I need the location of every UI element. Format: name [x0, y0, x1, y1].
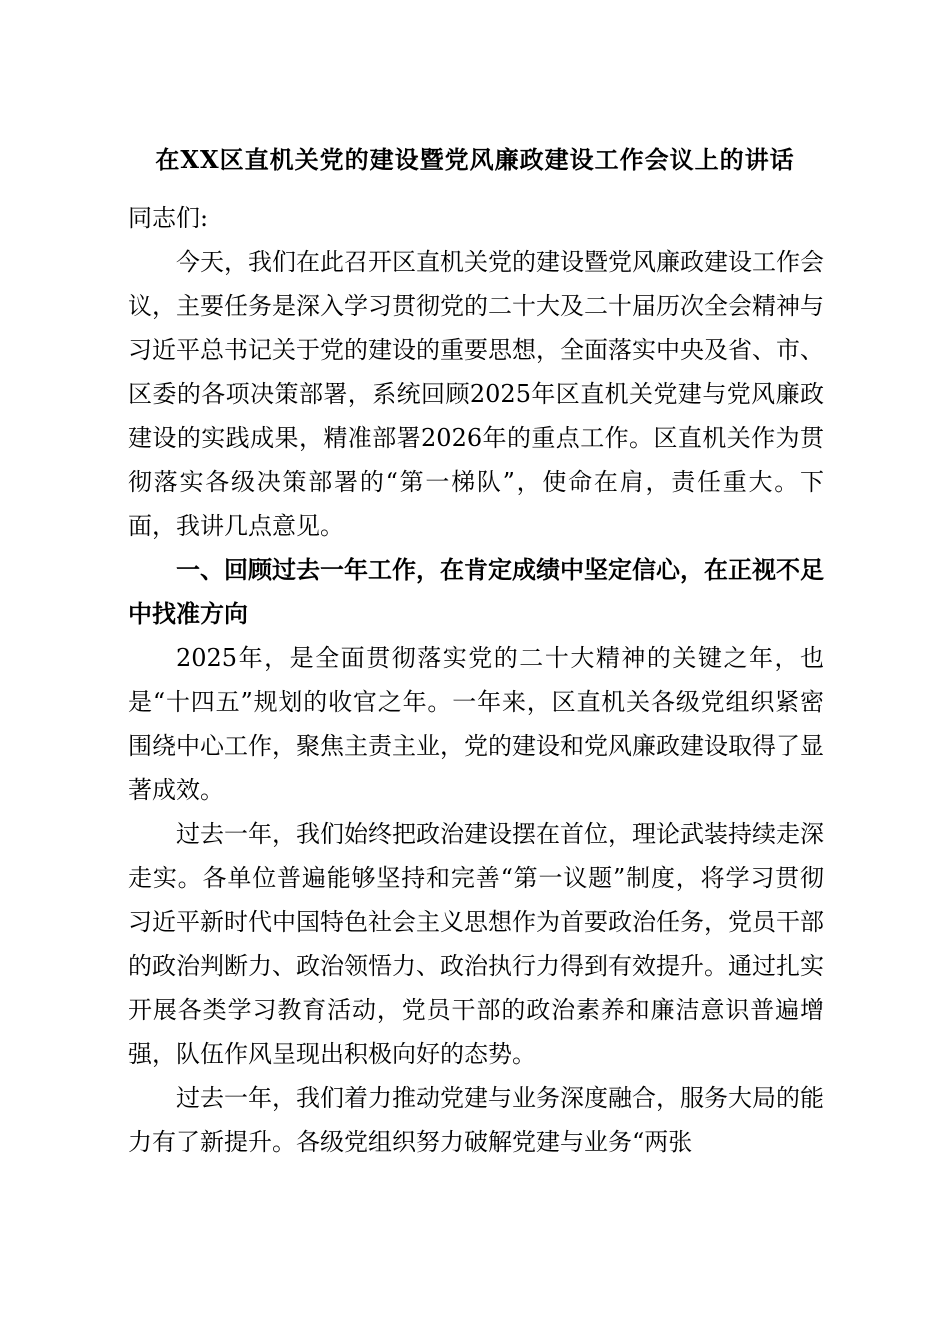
document-title: 在XX区直机关党的建设暨党风廉政建设工作会议上的讲话 [155, 145, 795, 174]
paragraph-party-business-integration: 过去一年，我们着力推动党建与业务深度融合，服务大局的能力有了新提升。各级党组织努力破解党建与业务“两张 [128, 1084, 824, 1156]
document-body [128, 196, 824, 1164]
salutation: 同志们: [128, 204, 209, 232]
paragraph-intro: 今天，我们在此召开区直机关党的建设暨党风廉政建设工作会议，主要任务是深入学习贯彻党的二十大及二十届历次全会精神与习近平总书记关于党的建设的重要思想，全面落实中央及省、市、区委的各项决策部署，系统回顾2025年区直机关党建与党风廉政建设的实践成果，精准部署2026年的重点工作。区直机关作为贯彻落实各级决策部署的“第一梯队”，使命在肩，责任重大。下面，我讲几点意见。 [128, 248, 824, 540]
paragraph-political-building: 过去一年，我们始终把政治建设摆在首位，理论武装持续走深走实。各单位普遍能够坚持和完善“第一议题”制度，将学习贯彻习近平新时代中国特色社会主义思想作为首要政治任务，党员干部的政治判断力、政治领悟力、政治执行力得到有效提升。通过扎实开展各类学习教育活动，党员干部的政治素养和廉洁意识普遍增强，队伍作风呈现出积极向好的态势。 [128, 820, 824, 1068]
paragraph-2025-overview: 2025年，是全面贯彻落实党的二十大精神的关键之年，也是“十四五”规划的收官之年。一年来，区直机关各级党组织紧密围绕中心工作，聚焦主责主业，党的建设和党风廉政建设取得了显著成效。 [128, 644, 824, 804]
section-heading-1: 一、回顾过去一年工作，在肯定成绩中坚定信心，在正视不足中找准方向 [128, 555, 824, 628]
